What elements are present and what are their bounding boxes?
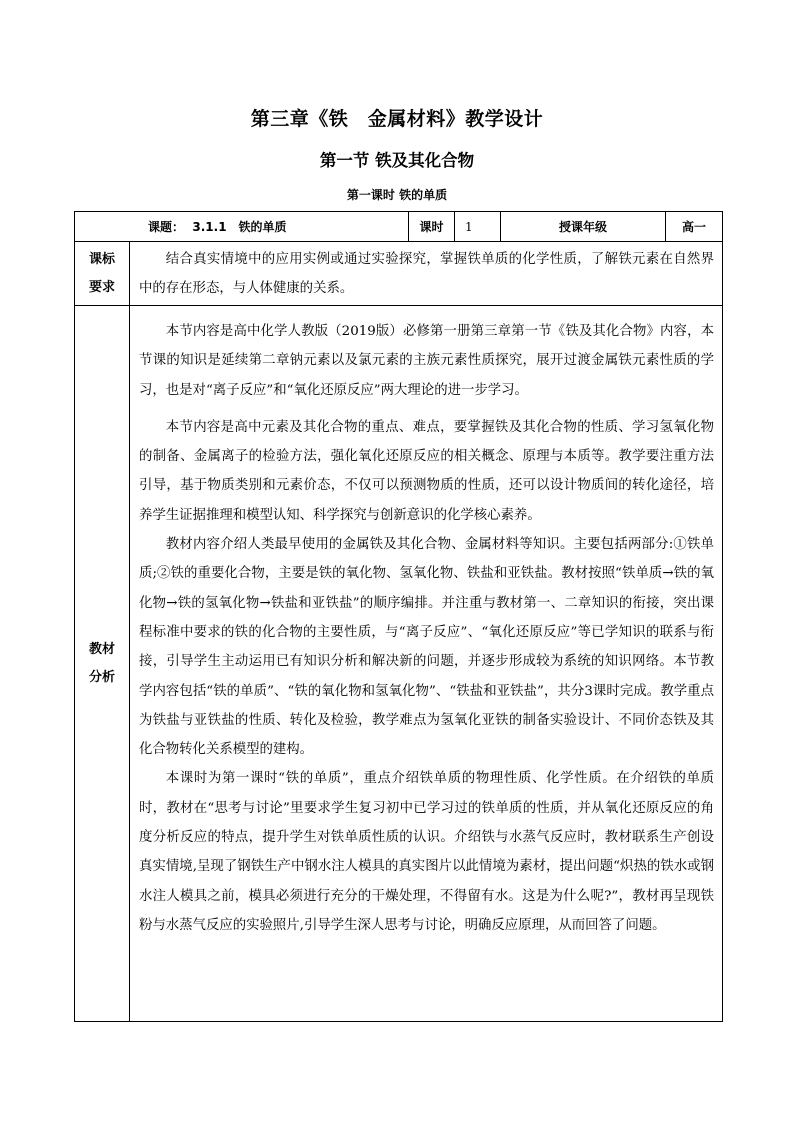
lesson-title: 第一课时 铁的单质 [346, 188, 448, 202]
topic-value: 3.1.1 铁的单质 [192, 220, 287, 234]
analysis-label-cell [75, 306, 130, 1022]
hours-label: 课时 [409, 212, 455, 242]
requirements-label: 课标要求 [88, 251, 115, 295]
requirements-row [75, 242, 723, 306]
info-row [75, 212, 723, 242]
section-title: 第一节 铁及其化合物 [319, 151, 475, 170]
requirements-label-cell [75, 242, 130, 306]
analysis-paragraph: 本节内容是高中元素及其化合物的重点、难点，要掌握铁及其化合物的性质、学习氢氧化物的制备、金属离子的检验方法，强化氧化还原反应的相关概念、原理与本质等。教学要注重方法引导，基于物质类别和元素价态，不仅可以预测物质的性质，还可以设计物质间的转化途径，培养学生证据推理和模型认知、科学探究与创新意识的化学核心素养。 [139, 419, 715, 523]
hours-value: 1 [455, 212, 501, 242]
topic-cell [75, 212, 409, 242]
document-title: 第三章《铁 金属材料》教学设计 [250, 108, 544, 130]
topic-label: 课题： [148, 220, 185, 234]
analysis-paragraph: 本节内容是高中化学人教版（2019版）必修第一册第三章第一节《铁及其化合物》内容，本节课的知识是延续第二章钠元素以及氯元素的主族元素性质探究，展开过渡金属铁元素性质的学习，也是对“离子反应”和“氧化还原反应”两大理论的进一步学习。 [139, 324, 715, 398]
analysis-label: 教材分析 [88, 641, 115, 685]
grade-label: 授课年级 [501, 212, 666, 242]
analysis-paragraph: 本课时为第一课时“铁的单质”，重点介绍铁单质的物理性质、化学性质。在介绍铁的单质时，教材在“思考与讨论”里要求学生复习初中已学习过的铁单质的性质，并从氧化还原反应的角度分析反应的特点，提升学生对铁单质性质的认识。介绍铁与水蒸气反应时，教材联系生产创设真实情境,呈现了钢铁生产中钢水注人模具的真实图片以此情境为素材，提出问题“炽热的铁水或钢水注人模具之前，模具必须进行充分的干燥处理，不得留有水。这是为什么呢?”，教材再呈现铁粉与水蒸气反应的实验照片,引导学生深人思考与讨论，明确反应原理，从而回答了问题。 [139, 771, 715, 933]
analysis-text-cell [130, 306, 723, 1022]
requirements-text-cell [130, 242, 723, 306]
grade-value: 高一 [666, 212, 723, 242]
analysis-row [75, 306, 723, 1022]
lesson-plan-table [74, 211, 723, 1022]
analysis-paragraph: 教材内容介绍人类最早使用的金属铁及其化合物、金属材料等知识。主要包括两部分:①铁单质;②铁的重要化合物，主要是铁的氧化物、氢氧化物、铁盐和亚铁盐。教材按照“铁单质→铁的氧化物→铁的氢氧化物→铁盐和亚铁盐”的顺序编排。并注重与教材第一、二章知识的衔接，突出课程标准中要求的铁的化合物的主要性质，与“离子反应”、“氧化还原反应”等已学知识的联系与衔接，引导学生主动运用已有知识分析和解决新的问题，并逐步形成较为系统的知识网络。本节教学内容包括“铁的单质”、“铁的氧化物和氢氧化物”、“铁盐和亚铁盐”，共分3课时完成。教学重点为铁盐与亚铁盐的性质、转化及检验，教学难点为氢氧化亚铁的制备实验设计、不同价态铁及其化合物转化关系模型的建构。 [139, 537, 715, 758]
requirements-text: 结合真实情境中的应用实例或通过实验探究，掌握铁单质的化学性质，了解铁元素在自然界中的存在形态，与人体健康的关系。 [139, 251, 715, 296]
